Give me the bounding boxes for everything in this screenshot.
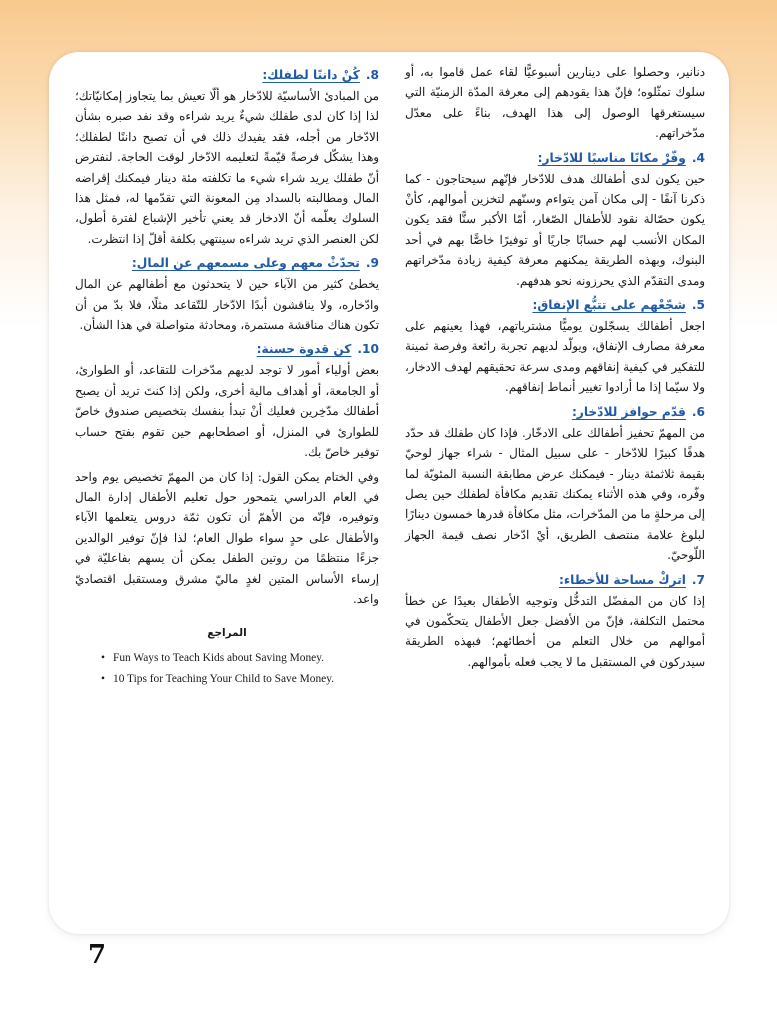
references-list (75, 648, 379, 690)
section-number: 6. (691, 404, 705, 419)
reference-item (101, 669, 379, 690)
section-number: 9. (365, 256, 379, 271)
section-text-7: إذا كان من المفضّل التدخُّل وتوجيه الأطفال بعيدًا عن خطأ محتمل التكلفة، فإنّ من الأفضل جعل الأطفال يتحكّمون في أموالهم من خلال التعلم من أخطائهم؛ فبهذه الطريقة سيدركون في المستقبل ما لا يجب فعله بأموالهم. (405, 593, 705, 669)
section-title: تحدّثْ معهم وعلى مسمعهم عن المال: (131, 256, 360, 271)
section-number: 8. (365, 68, 379, 82)
page-number: 7 (88, 940, 107, 970)
section-heading-6 (405, 402, 705, 422)
section-title: قدّم حوافز للادّخار: (571, 404, 686, 419)
section-heading-8 (75, 65, 379, 85)
left-column (75, 62, 379, 690)
references-title: المراجع (207, 627, 247, 640)
article-card (49, 52, 729, 934)
section-title: كُنْ داننًا لطفلك: (262, 68, 360, 82)
section-text-10: بعض أولياء أمور لا توجد لديهم مدّخرات للتقاعد، أو الطوارئ، أو الجامعة، أو أهداف مالية أخرى، ولكن إذا كنتَ تريد أن يصبح أطفالك مدّخِرين فعليك أنْ تبدأ بنفسك بتخصيص صندوق خاصّ للطوارئ في المنزل، أو اصطحابهم حين تقوم بفتح حساب توفير خاصّ بك. (75, 363, 379, 460)
intro-paragraph: دنانير، وحصلوا على دينارين أسبوعيًّا لقاء عمل قاموا به، أو سلوك تمثّلوه؛ فإنّ هذا يقودهم إلى معرفة المدّة الزمنيّة التي سيستغرقها الوصول إلى هذا الهدف، بناءً على معدّل مدّخراتهم. (405, 65, 705, 141)
section-title: شجّعْهم على تتبُّع الإنفاق: (532, 298, 686, 313)
reference-item (101, 648, 379, 669)
section-title: وفّرْ مكانًا مناسبًا للادّخار: (537, 150, 686, 165)
section-number: 10. (357, 342, 379, 357)
right-column (405, 62, 705, 676)
section-number: 7. (691, 572, 705, 587)
section-title: كن قدوة حسنة: (256, 342, 352, 357)
reference-text: 10 Tips for Teaching Your Child to Save Money. (113, 672, 335, 685)
section-number: 5. (691, 298, 705, 313)
bullet-icon: • (101, 651, 105, 664)
closing-paragraph: وفي الختام يمكن القول: إذا كان من المهمّ تخصيص يوم واحد في العام الدراسي يتمحور حول تعليم الأطفال إدارة المال وتوفيره، فإنّه من الأهمّ أن تكون ثمّة دروس يتعلمها الآباء والأطفال على حدٍ سواء طوال العام؛ لذا فإنّ توفير الوالدين جزءًا منتظمًا من روتين الطفل يمكن أن يسهم بفاعليّة في إرساء الأساس المتين لغدٍ ماليّ مشرق ومستقبل اقتصاديّ واعد. (75, 469, 379, 606)
reference-text: Fun Ways to Teach Kids about Saving Money. (113, 651, 324, 664)
section-text-4: حين يكون لدى أطفالك هدف للادّخار فإنّهم سيحتاجون - كما ذكرنا آنفًا - إلى مكان آمن يتواءم وسنّهم لتخزين أموالهم، كأنْ يكون حصّالة نقود للأطفال الصّغار، أمّا الأكبر سنًّا فقد يكون المكان الأنسب لهم حسابًا جاريًا أو توفيرًا خاصًّا بهم في أحد البنوك، وبهذه الطريقة يمكنهم معرفة كيفية زيادة مدّخراتهم ومدى التقدّم الذي يحرزونه نحو هدفهم. (405, 171, 705, 288)
section-heading-9 (75, 253, 379, 273)
section-text-6: من المهمّ تحفيز أطفالك على الادخّار. فإذا كان طفلك قد حدّد هدفًا كبيرًا للادّخار - على سبيل المثال - شراء جهاز لوحيّ بقيمة ثلاثمئة دينار - فيمكنك عرض مطابقة النسبة المئويّة لما وفّره، وفي هذه الأثناء يمكنك تقديم مكافأة لطفلك حين يصل إلى مرحلةٍ ما من المدّخرات، مثل مكافأة قدرها خمسون دينارًا لبلوغ علامة منتصف الطريق، أيْ ادّخار نصف قيمة الجهاز اللّوحيّ. (405, 425, 705, 563)
section-number: 4. (691, 150, 705, 165)
section-heading-5 (405, 295, 705, 315)
bullet-icon: • (101, 672, 105, 685)
section-title: اتركْ مساحة للأخطاء: (559, 572, 686, 587)
section-text-8: من المبادئ الأساسيّة للادّخار هو ألّا تعيش بما يتجاوز إمكانيّاتك؛ لذا إذا كان لدى طفلك شيءٌ يريد شراءه وقد نفد صبره بشأن الادّخار من أجله، فقد يفيدك ذلك في أن تصبح داننًا لطفلك؛ وهذا يشكّل فرصةً قيّمةً لتعليمه الادّخار لوقت الحاجة. لنفترض أنّ طفلك يريد شراء شيء ما تكلفته مئة دينار فيمكنك إقراضه المال ومطالبته بالسداد مِن المعونة التي تقدّمها له، فمثل هذا السلوك يعلّمه أنّ الادخار قد يعني تأخير الإشباع لفترة أطول، لكن العنصر الذي تريد شراءه سينتهي بكلفة أقلّ إذا انتظرت. (75, 89, 379, 246)
section-heading-10 (75, 339, 379, 359)
section-heading-7 (405, 570, 705, 590)
section-text-5: اجعل أطفالك يسجّلون يوميًّا مشترياتهم، فهذا يعينهم على معرفة مصارف الإنفاق، ويولّد لديهم تجربة رائعة وفرصة ثمينة للتفكير في كيفية إنفاقهم ومدى سرعة تحقيقهم لهدف الادخار، ولا سيّما إذا ما أرادوا تغيير أنماط إنفاقهم. (405, 319, 705, 395)
section-heading-4 (405, 148, 705, 168)
section-text-9: يخطئ كثير من الآباء حين لا يتحدثون مع أطفالهم عن المال وادّخاره، ولا يناقشون أبدًا الادّخار للتّقاعد مثلًا، فلا بدّ من أن تكون هناك مناقشة مستمرة، ومحادثة متواصلة في هذا الشأن. (75, 277, 379, 333)
